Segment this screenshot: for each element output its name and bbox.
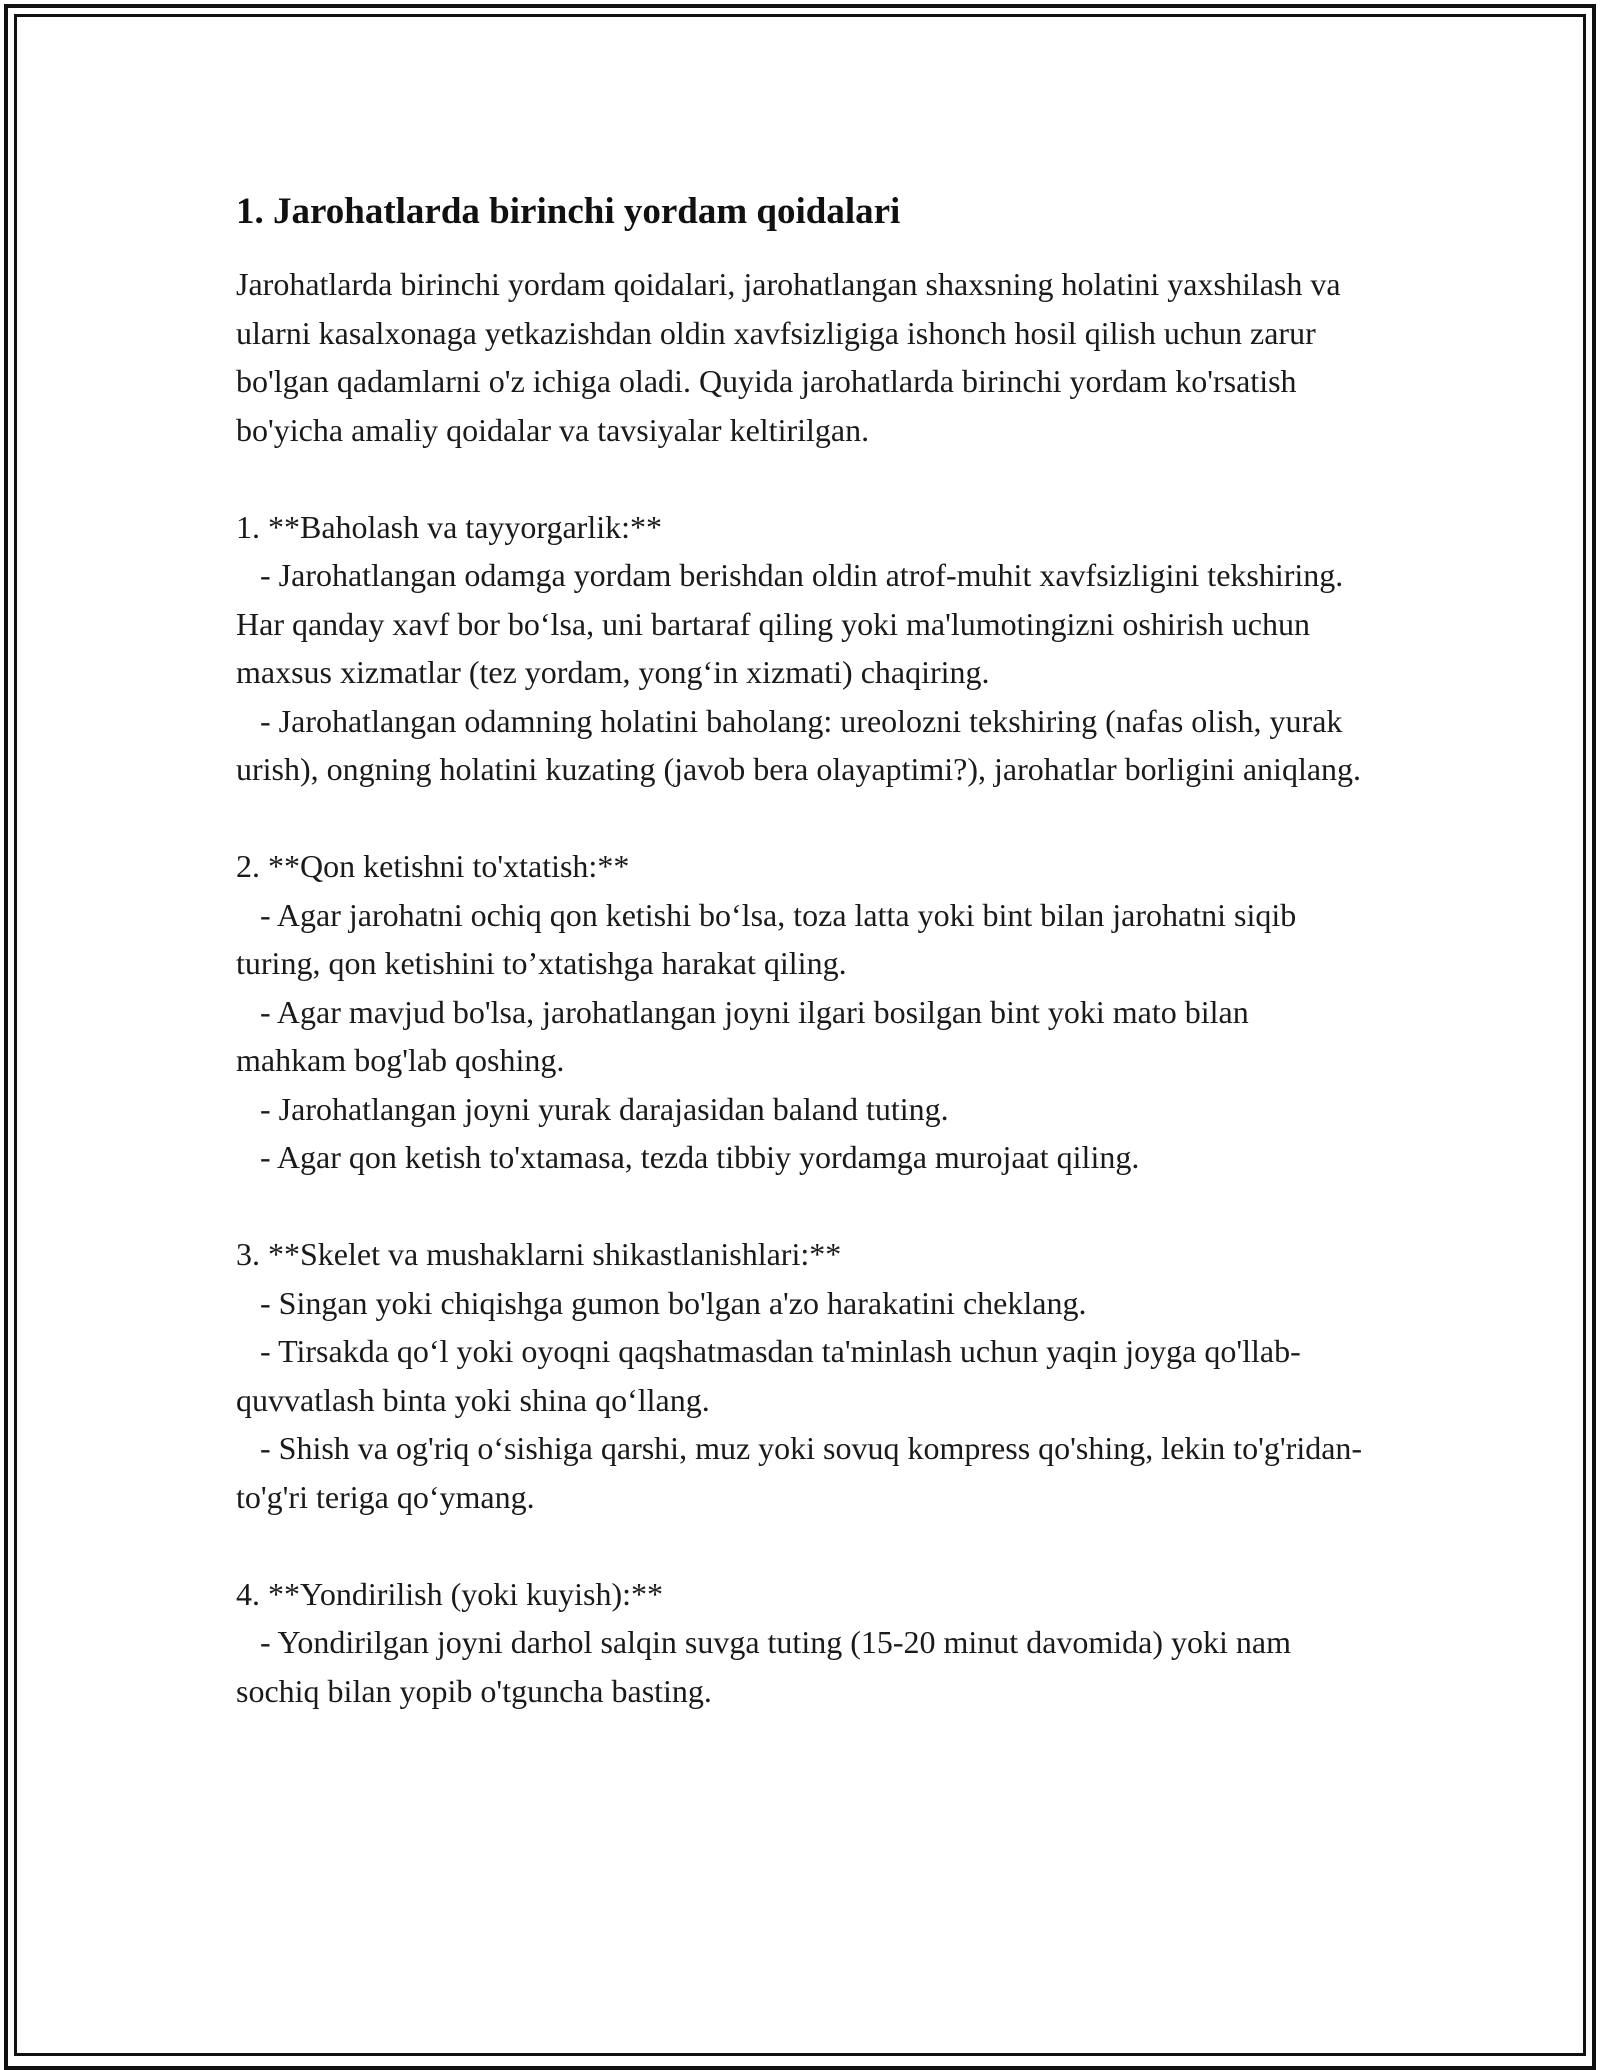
section-item: - Shish va og'riq o‘sishiga qarshi, muz yoki sovuq kompress qo'shing, lekin to'g'ridan-to'g'ri teriga qo‘ymang.	[236, 1430, 1363, 1515]
section-title: 1. **Baholash va tayyorgarlik:**	[236, 508, 662, 545]
section-item: - Jarohatlangan odamning holatini baholang: ureolozni tekshiring (nafas olish, yurak urish), ongning holatini kuzating (javob bera olayaptimi?), jarohatlar borligini aniqlang.	[236, 702, 1362, 787]
section-assessment	[236, 503, 1366, 794]
section-item: - Agar qon ketish to'xtamasa, tezda tibbiy yordamga murojaat qiling.	[236, 1139, 1140, 1175]
document-heading: 1. Jarohatlarda birinchi yordam qoidalari	[236, 191, 901, 232]
section-burns	[236, 1570, 1366, 1716]
section-title: 3. **Skelet va mushaklarni shikastlanishlari:**	[236, 1236, 842, 1272]
document-body	[236, 186, 1366, 1715]
section-item: - Singan yoki chiqishga gumon bo'lgan a'zo harakatini cheklang.	[236, 1284, 1087, 1321]
section-title: 4. **Yondirilish (yoki kuyish):**	[236, 1575, 664, 1612]
section-item: - Tirsakda qo‘l yoki oyoqni qaqshatmasdan ta'minlash uchun yaqin joyga qo'llab-quvvatlash binta yoki shina qo‘llang.	[236, 1333, 1301, 1418]
section-skeletal	[236, 1230, 1366, 1521]
section-item: - Agar jarohatni ochiq qon ketishi bo‘lsa, toza latta yoki bint bilan jarohatni siqib turing, qon ketishini to’xtatishga harakat qiling.	[236, 896, 1305, 981]
section-item: - Jarohatlangan odamga yordam berishdan oldin atrof-muhit xavfsizligini tekshiring. Har qanday xavf bor bo‘lsa, uni bartaraf qiling yoki ma'lumotingizni oshirish uchun maxsus xizmatlar (tez yordam, yong‘in xizmati) chaqiring.	[236, 557, 1352, 690]
section-bleeding	[236, 842, 1366, 1182]
intro-paragraph: Jarohatlarda birinchi yordam qoidalari, jarohatlangan shaxsning holatini yaxshilash va ularni kasalxonaga yetkazishdan oldin xavfsizligiga ishonch hosil qilish uchun zarur bo'lgan qadamlarni o'z ichiga oladi. Quyida jarohatlarda birinchi yordam ko'rsatish bo'yicha amaliy qoidalar va tavsiyalar keltirilgan.	[236, 266, 1349, 448]
section-item: - Jarohatlangan joyni yurak darajasidan baland tuting.	[236, 1090, 949, 1127]
section-item: - Agar mavjud bo'lsa, jarohatlangan joyni ilgari bosilgan bint yoki mato bilan mahkam bog'lab qoshing.	[236, 993, 1257, 1078]
section-title: 2. **Qon ketishni to'xtatish:**	[236, 848, 630, 884]
section-item: - Yondirilgan joyni darhol salqin suvga tuting (15-20 minut davomida) yoki nam sochiq bilan yopib o'tguncha basting.	[236, 1624, 1300, 1709]
